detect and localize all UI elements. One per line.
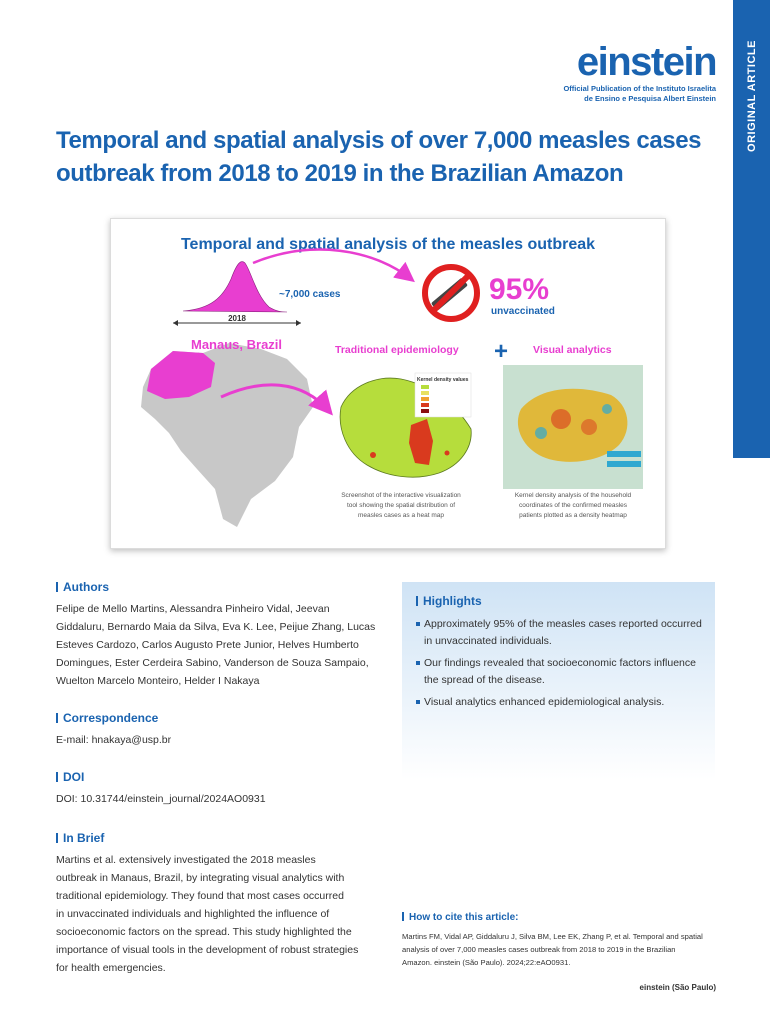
plus-sign: + (493, 338, 509, 365)
authors-heading-text: Authors (63, 580, 109, 594)
highlight-item (416, 655, 714, 689)
correspondence-heading-text: Correspondence (63, 711, 159, 725)
cite-line: Amazon. einstein (São Paulo). 2024;22:eAO0931. (402, 958, 571, 967)
caption-right-line1: Kernel density analysis of the household (514, 492, 632, 499)
no-vaccine-icon (425, 267, 477, 319)
caption-right-line2: coordinates of the confirmed measles (518, 502, 628, 509)
traditional-epidemiology-label: Traditional epidemiology (335, 344, 459, 356)
in-brief-text (56, 851, 386, 977)
caption-left-line1: Screenshot of the interactive visualization (341, 492, 461, 499)
unvaccinated-label: unvaccinated (491, 306, 555, 317)
highlight-line: the spread of the disease. (424, 674, 545, 686)
logo-subtitle-line2: de Ensino e Pesquisa Albert Einstein (584, 94, 716, 103)
city-label: Manaus, Brazil (191, 337, 283, 352)
heat-map-screenshot (340, 373, 471, 477)
authors-line: Wuelton Marcelo Monteiro, Helder I Nakaya (56, 675, 260, 687)
authors-heading (56, 580, 109, 594)
cite-heading (402, 912, 518, 923)
authors-line: Felipe de Mello Martins, Alessandra Pinheiro Vidal, Jeevan (56, 603, 330, 615)
article-title-line1: Temporal and spatial analysis of over 7,000 measles cases (56, 127, 702, 154)
doi-link[interactable]: DOI: 10.31744/einstein_journal/2024AO0931 (56, 793, 266, 805)
cite-heading-text: How to cite this article: (409, 912, 519, 923)
graphical-abstract (110, 218, 666, 549)
highlights-heading-text: Highlights (423, 594, 482, 608)
in-brief-line: outbreak in Manaus, Brazil, by integrating visual analytics with (56, 872, 345, 884)
highlights-box (402, 582, 715, 780)
unvaccinated-percent: 95% (489, 273, 550, 306)
doi-heading-text: DOI (63, 770, 85, 784)
in-brief-line: for health emergencies. (56, 962, 166, 974)
caption-right-line3: patients plotted as a density heatmap (519, 512, 627, 519)
in-brief-line: importance of visual tools in the development of robust strategies (56, 944, 359, 956)
timeline-year: 2018 (228, 314, 246, 323)
cite-line: Martins FM, Vidal AP, Giddaluru J, Silva BM, Lee EK, Zhang P, et al. Temporal and spatial (402, 932, 703, 941)
epidemic-curve (183, 262, 287, 312)
highlight-line: Our findings revealed that socioeconomic factors influence (424, 657, 696, 669)
in-brief-line: in unvaccinated individuals and highlighted the influence of (56, 908, 330, 920)
highlight-item (416, 694, 714, 711)
caption-left-line3: measles cases as a heat map (358, 512, 444, 519)
visual-analytics-label: Visual analytics (533, 344, 612, 356)
footer-journal: einstein (São Paulo) (639, 983, 716, 992)
timeline-left-arrowhead (173, 320, 178, 326)
highlight-line: Approximately 95% of the measles cases reported occurred (424, 618, 702, 630)
authors-line: Esteves Cardozo, Carlos Augusto Prete Junior, Helves Humberto (56, 639, 359, 651)
density-heatmap-screenshot (503, 365, 643, 489)
doi-heading (56, 770, 84, 784)
authors-line: Domingues, Ester Cerdeira Sabino, Vanderson de Souza Sampaio, (56, 657, 369, 669)
logo-wordmark: einstein (576, 40, 716, 84)
article-type-label: ORIGINAL ARTICLE (745, 40, 758, 152)
in-brief-heading-text: In Brief (63, 831, 105, 845)
highlights-heading (416, 594, 482, 608)
heat-map-legend-title: Kernel density values (417, 377, 469, 383)
in-brief-heading (56, 831, 104, 845)
correspondence-heading (56, 711, 158, 725)
cite-line: analysis of over 7,000 measles cases outbreak from 2018 to 2019 in the Brazilian (402, 945, 676, 954)
article-title (56, 124, 726, 190)
authors-line: Giddaluru, Bernardo Maia da Silva, Eva K. Lee, Peijue Zhang, Lucas (56, 621, 376, 633)
cite-text (402, 930, 717, 969)
article-type-tab (733, 0, 770, 458)
caption-left-line2: tool showing the spatial distribution of (346, 502, 456, 509)
correspondence-email: E-mail: hnakaya@usp.br (56, 734, 172, 746)
in-brief-line: Martins et al. extensively investigated the 2018 measles (56, 854, 316, 866)
cases-arrow (253, 250, 411, 279)
highlight-line: Visual analytics enhanced epidemiological analysis. (424, 696, 665, 708)
highlight-item (416, 616, 714, 650)
highlight-line: in unvaccinated individuals. (424, 635, 552, 647)
cases-count: ~7,000 cases (279, 289, 341, 300)
logo-subtitle-line1: Official Publication of the Instituto Israelita (563, 84, 716, 93)
article-title-line2: outbreak from 2018 to 2019 in the Brazilian Amazon (56, 160, 624, 187)
in-brief-line: traditional epidemiology. They found that most cases occurred (56, 890, 344, 902)
abstract-heading: Temporal and spatial analysis of the measles outbreak (180, 236, 596, 253)
journal-logo (563, 40, 716, 104)
in-brief-line: socioeconomic factors on the spread. This study highlighted the (56, 926, 352, 938)
timeline-right-arrowhead (296, 320, 301, 326)
authors-list (56, 600, 386, 690)
